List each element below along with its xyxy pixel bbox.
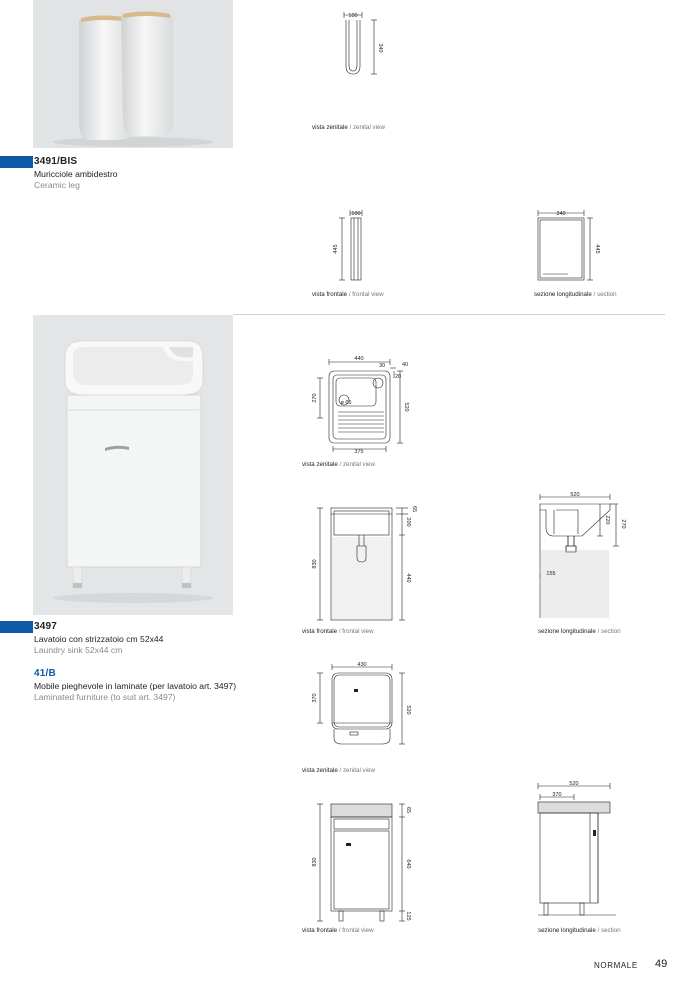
view-caption: vista frontale / frontal view [302, 927, 374, 934]
dimension-label: 65 [411, 505, 417, 513]
product-code: 3491/BIS [34, 156, 78, 167]
dimension-label: 65 [405, 806, 411, 814]
dimension-label: 640 [405, 859, 411, 869]
product-name-en: Laundry sink 52x44 cm [34, 645, 123, 655]
product-name-it: Mobile pieghevole in laminate (per lavatoio art. 3497) [34, 681, 237, 691]
view-caption: sezione longitudinale / section [534, 291, 617, 298]
dimension-label: 340 [556, 211, 566, 217]
page-number: 49 [655, 958, 668, 970]
product-name-en: Laminated furniture (to suit art. 3497) [34, 692, 176, 702]
dimension-label: 270 [620, 519, 626, 529]
footer-section-name: NORMALE [594, 961, 638, 970]
view-caption: vista frontale / frontal view [312, 291, 384, 298]
dimension-label: 520 [403, 402, 409, 412]
furniture-zenital-drawing [312, 660, 417, 752]
dimension-label: 155 [546, 571, 556, 577]
furniture-section-drawing [530, 780, 630, 922]
ceramic-leg-photo [33, 0, 233, 148]
leg-zenital-drawing [330, 8, 390, 83]
dimension-label: 270 [312, 393, 318, 403]
dimension-label: 100 [351, 211, 361, 217]
product-name-it: Lavatoio con strizzatoio cm 52x44 [34, 634, 164, 644]
view-caption: vista zenitale / zenital view [312, 124, 385, 131]
dimension-label: 100 [348, 13, 358, 19]
dimension-label: 340 [377, 43, 383, 53]
dimension-label: 20 [394, 374, 402, 380]
dimension-label: 445 [333, 244, 339, 254]
dimension-label: ø 65 [340, 400, 352, 406]
furniture-frontal-drawing [312, 798, 417, 923]
dimension-label: 370 [552, 792, 562, 798]
view-caption: sezione longitudinale / section [538, 628, 621, 635]
dimension-label: 40 [401, 362, 409, 368]
dimension-label: 430 [357, 662, 367, 668]
dimension-label: 830 [312, 857, 318, 867]
dimension-label: 440 [354, 356, 364, 362]
dimension-label: 520 [569, 781, 579, 787]
sink-section-drawing [530, 490, 640, 625]
dimension-label: 440 [405, 573, 411, 583]
section-divider [233, 314, 665, 315]
product-name-it: Muricciole ambidestro [34, 169, 118, 179]
leg-section-drawing [528, 206, 608, 286]
view-caption: vista zenitale / zenital view [302, 461, 375, 468]
dimension-label: 200 [405, 517, 411, 527]
product-code: 3497 [34, 621, 58, 632]
dimension-label: 30 [378, 363, 386, 369]
product-code-bar [0, 156, 33, 168]
laundry-sink-photo [33, 315, 233, 615]
dimension-label: 370 [312, 693, 318, 703]
leg-frontal-drawing [334, 207, 374, 287]
view-caption: sezione longitudinale / section [538, 927, 621, 934]
sink-frontal-drawing [312, 500, 417, 625]
dimension-label: 375 [354, 449, 364, 455]
product-code-bar [0, 621, 33, 633]
view-caption: vista frontale / frontal view [302, 628, 374, 635]
dimension-label: 445 [594, 244, 600, 254]
product-name-en: Ceramic leg [34, 180, 80, 190]
dimension-label: 520 [405, 705, 411, 715]
view-caption: vista zenitale / zenital view [302, 767, 375, 774]
sink-zenital-drawing [312, 354, 417, 454]
dimension-label: 220 [604, 515, 610, 525]
product-code: 41/B [34, 668, 56, 679]
dimension-label: 520 [570, 492, 580, 498]
dimension-label: 830 [312, 559, 318, 569]
dimension-label: 125 [405, 911, 411, 921]
